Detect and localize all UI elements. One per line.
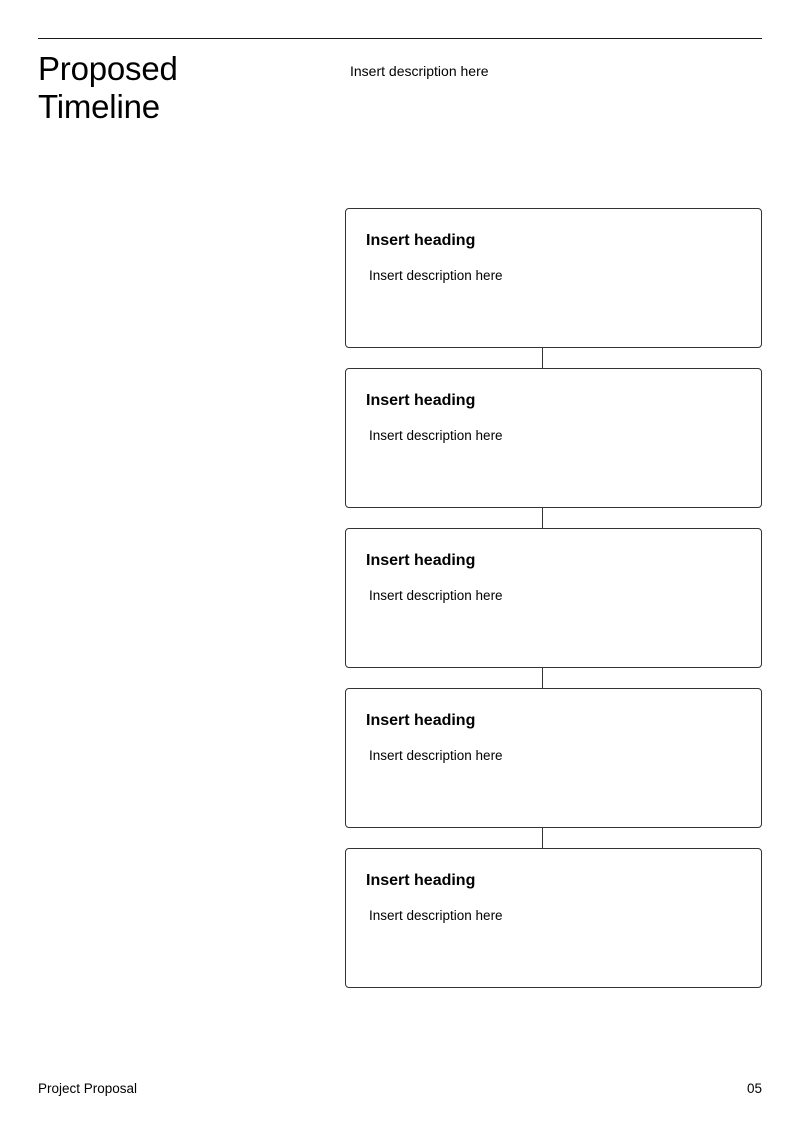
timeline-connector bbox=[542, 828, 543, 848]
timeline-card-5 bbox=[345, 848, 762, 988]
card-description: Insert description here bbox=[369, 588, 503, 603]
card-heading: Insert heading bbox=[366, 232, 476, 249]
page-title-line-2: Timeline bbox=[38, 88, 160, 125]
card-heading: Insert heading bbox=[366, 392, 476, 409]
page-title bbox=[38, 50, 318, 126]
card-description: Insert description here bbox=[369, 748, 503, 763]
timeline-card-1 bbox=[345, 208, 762, 348]
timeline-connector bbox=[542, 348, 543, 368]
timeline bbox=[345, 208, 762, 988]
timeline-card-2 bbox=[345, 368, 762, 508]
timeline-connector bbox=[542, 508, 543, 528]
card-heading: Insert heading bbox=[366, 552, 476, 569]
footer-document-name: Project Proposal bbox=[38, 1081, 138, 1096]
card-description: Insert description here bbox=[369, 268, 503, 283]
card-heading: Insert heading bbox=[366, 712, 476, 729]
timeline-card-3 bbox=[345, 528, 762, 668]
footer-page-number: 05 bbox=[746, 1081, 762, 1096]
card-description: Insert description here bbox=[369, 428, 503, 443]
intro-description: Insert description here bbox=[350, 63, 489, 79]
card-description: Insert description here bbox=[369, 908, 503, 923]
card-heading: Insert heading bbox=[366, 872, 476, 889]
timeline-card-4 bbox=[345, 688, 762, 828]
top-divider bbox=[38, 38, 762, 39]
timeline-connector bbox=[542, 668, 543, 688]
page-title-line-1: Proposed bbox=[38, 50, 178, 87]
